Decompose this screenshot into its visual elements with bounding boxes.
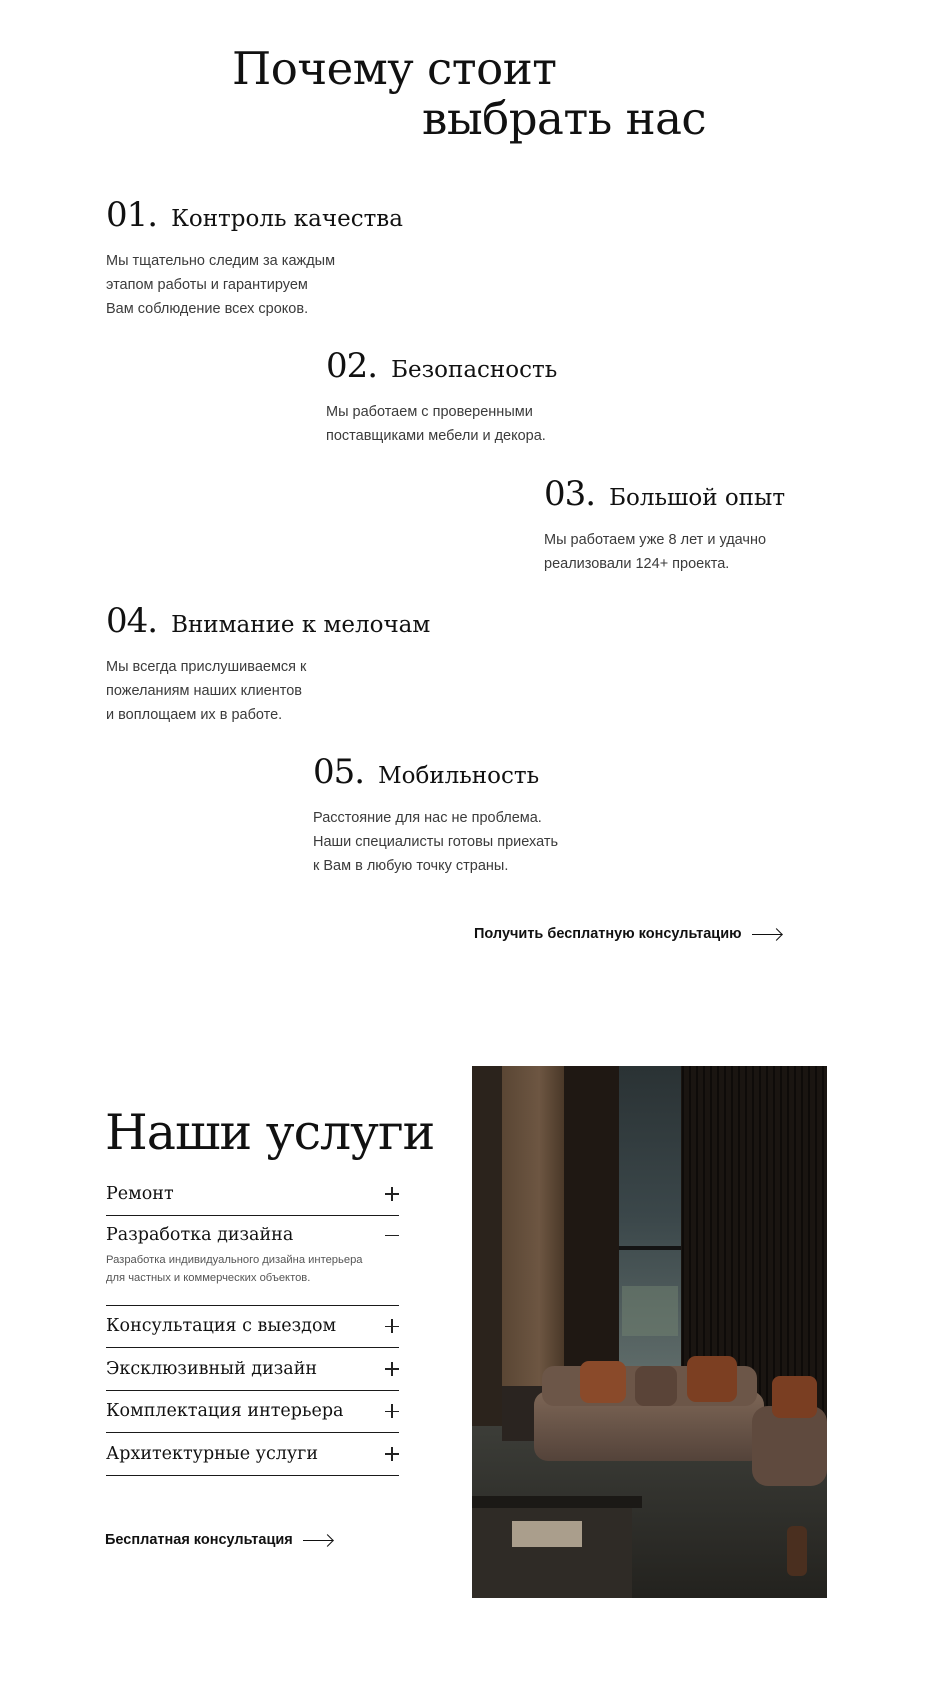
- feature-description-line: Мы тщательно следим за каждым: [106, 253, 336, 269]
- minus-icon[interactable]: [385, 1228, 399, 1242]
- feature-description-line: Мы всегда прислушиваемся к: [106, 659, 307, 675]
- plus-icon[interactable]: [385, 1187, 399, 1201]
- feature-description-line: реализовали 124+ проекта.: [544, 556, 730, 572]
- feature-description-line: Расстояние для нас не проблема.: [313, 810, 542, 826]
- feature-description: [106, 249, 403, 321]
- accordion-header-exclusive-design[interactable]: [106, 1348, 399, 1390]
- accordion-item-exclusive-design: [106, 1348, 399, 1391]
- accordion-header-renovation[interactable]: [106, 1173, 399, 1215]
- feature-description: [106, 655, 430, 727]
- feature-mobility: [313, 752, 558, 878]
- arrow-right-icon: [752, 934, 782, 935]
- accordion-item-design-development: [106, 1216, 399, 1306]
- feature-title: Контроль качества: [171, 206, 403, 232]
- feature-safety: [326, 346, 557, 448]
- accordion-body-line: Разработка индивидуального дизайна интерьера: [106, 1253, 363, 1266]
- accordion-label: Комплектация интерьера: [106, 1401, 344, 1422]
- accordion-header-architectural-services[interactable]: [106, 1433, 399, 1475]
- accordion-label: Архитектурные услуги: [106, 1443, 318, 1464]
- arrow-right-icon: [303, 1540, 333, 1541]
- feature-experience: [544, 474, 785, 576]
- feature-number: 04.: [106, 601, 158, 641]
- feature-description-line: и воплощаем их в работе.: [106, 707, 283, 723]
- why-title-line-1: Почему стоит: [232, 42, 557, 95]
- feature-description-line: Мы работаем с проверенными: [326, 404, 533, 420]
- cta-label: Бесплатная консультация: [105, 1532, 293, 1548]
- accordion-item-renovation: [106, 1173, 399, 1216]
- accordion-label: Эксклюзивный дизайн: [106, 1358, 318, 1379]
- feature-description-line: к Вам в любую точку страны.: [313, 858, 509, 874]
- plus-icon[interactable]: [385, 1404, 399, 1418]
- free-consultation-cta-button[interactable]: [474, 926, 782, 942]
- feature-number: 03.: [544, 474, 596, 514]
- services-accordion: [106, 1173, 399, 1476]
- accordion-item-architectural-services: [106, 1433, 399, 1476]
- why-section-title: [232, 44, 706, 144]
- feature-title: Большой опыт: [609, 485, 786, 511]
- plus-icon[interactable]: [385, 1447, 399, 1461]
- feature-description-line: Мы работаем уже 8 лет и удачно: [544, 532, 767, 548]
- accordion-item-interior-furnishing: [106, 1391, 399, 1434]
- feature-description-line: пожеланиям наших клиентов: [106, 683, 302, 699]
- plus-icon[interactable]: [385, 1319, 399, 1333]
- services-section-title: Наши услуги: [105, 1104, 435, 1161]
- accordion-body-line: для частных и коммерческих объектов.: [106, 1271, 311, 1284]
- feature-number: 05.: [313, 752, 365, 792]
- cta-label: Получить бесплатную консультацию: [474, 926, 742, 942]
- feature-description: [313, 806, 558, 878]
- accordion-item-onsite-consultation: [106, 1306, 399, 1349]
- feature-description: [544, 528, 785, 576]
- accordion-label: Консультация с выездом: [106, 1316, 337, 1337]
- feature-description-line: Вам соблюдение всех сроков.: [106, 301, 309, 317]
- why-title-line-2: выбрать нас: [422, 92, 707, 145]
- accordion-header-interior-furnishing[interactable]: [106, 1391, 399, 1433]
- feature-title: Безопасность: [391, 357, 558, 383]
- accordion-header-design-development[interactable]: [106, 1216, 399, 1255]
- free-consultation-button[interactable]: [105, 1532, 333, 1548]
- accordion-label: Разработка дизайна: [106, 1225, 294, 1245]
- feature-number: 01.: [106, 195, 158, 235]
- feature-attention-to-detail: [106, 601, 430, 727]
- feature-description-line: Наши специалисты готовы приехать: [313, 834, 559, 850]
- accordion-header-onsite-consultation[interactable]: [106, 1306, 399, 1348]
- interior-photo: [472, 1066, 827, 1598]
- feature-description-line: этапом работы и гарантируем: [106, 277, 308, 293]
- accordion-body: [106, 1251, 399, 1305]
- plus-icon[interactable]: [385, 1362, 399, 1376]
- feature-title: Мобильность: [378, 763, 540, 789]
- feature-description: [326, 400, 557, 448]
- feature-title: Внимание к мелочам: [171, 612, 431, 638]
- feature-number: 02.: [326, 346, 378, 386]
- feature-description-line: поставщиками мебели и декора.: [326, 428, 546, 444]
- interior-photo-illustration: [472, 1066, 827, 1598]
- feature-quality-control: [106, 195, 403, 321]
- accordion-label: Ремонт: [106, 1183, 174, 1204]
